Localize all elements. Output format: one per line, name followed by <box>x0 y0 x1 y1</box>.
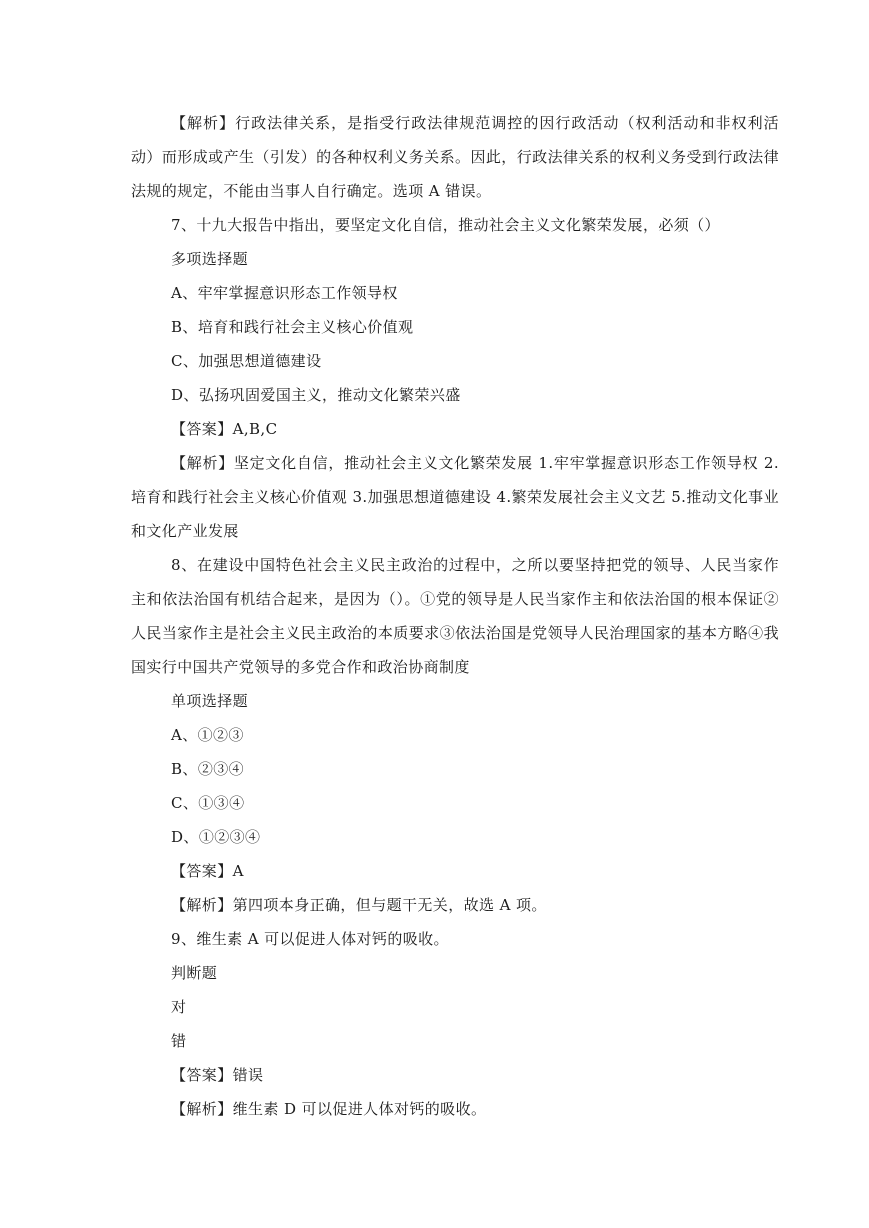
question-9: 9、维生素 A 可以促进人体对钙的吸收。 <box>171 930 449 948</box>
option-b-q8: B、②③④ <box>171 760 245 778</box>
answer-q7: 【答案】A,B,C <box>171 420 278 438</box>
option-a-q7: A、牢牢掌握意识形态工作领导权 <box>171 284 398 302</box>
option-c-q7: C、加强思想道德建设 <box>171 352 322 370</box>
option-true-q9: 对 <box>171 998 187 1016</box>
option-a-q8: A、①②③ <box>171 726 244 744</box>
answer-q9: 【答案】错误 <box>171 1066 264 1084</box>
document-body <box>131 106 779 1126</box>
question-type-q9: 判断题 <box>171 964 218 982</box>
option-b-q7: B、培育和践行社会主义核心价值观 <box>171 318 414 336</box>
analysis-q6: 【解析】行政法律关系，是指受行政法律规范调控的因行政活动（权利活动和非权利活动）而形成或产生（引发）的各种权利义务关系。因此，行政法律关系的权利义务受到行政法律法规的规定，不能由当事人自行确定。选项 A 错误。 <box>131 114 779 200</box>
option-c-q8: C、①③④ <box>171 794 245 812</box>
option-false-q9: 错 <box>171 1032 187 1050</box>
analysis-q9: 【解析】维生素 D 可以促进人体对钙的吸收。 <box>171 1100 487 1118</box>
analysis-q7: 【解析】坚定文化自信，推动社会主义文化繁荣发展 1.牢牢掌握意识形态工作领导权 2.培育和践行社会主义核心价值观 3.加强思想道德建设 4.繁荣发展社会主义文艺 5.推动文化事业和文化产业发展 <box>131 454 779 540</box>
question-7: 7、十九大报告中指出，要坚定文化自信，推动社会主义文化繁荣发展，必须（） <box>171 216 720 234</box>
option-d-q8: D、①②③④ <box>171 828 261 846</box>
question-type-q8: 单项选择题 <box>171 692 249 710</box>
answer-q8: 【答案】A <box>171 862 244 880</box>
analysis-q8: 【解析】第四项本身正确，但与题干无关，故选 A 项。 <box>171 896 547 914</box>
question-type-q7: 多项选择题 <box>171 250 249 268</box>
question-8: 8、在建设中国特色社会主义民主政治的过程中，之所以要坚持把党的领导、人民当家作主和依法治国有机结合起来，是因为（）。①党的领导是人民当家作主和依法治国的根本保证②人民当家作主是社会主义民主政治的本质要求③依法治国是党领导人民治理国家的基本方略④我国实行中国共产党领导的多党合作和政治协商制度 <box>131 556 779 676</box>
option-d-q7: D、弘扬巩固爱国主义，推动文化繁荣兴盛 <box>171 386 461 404</box>
